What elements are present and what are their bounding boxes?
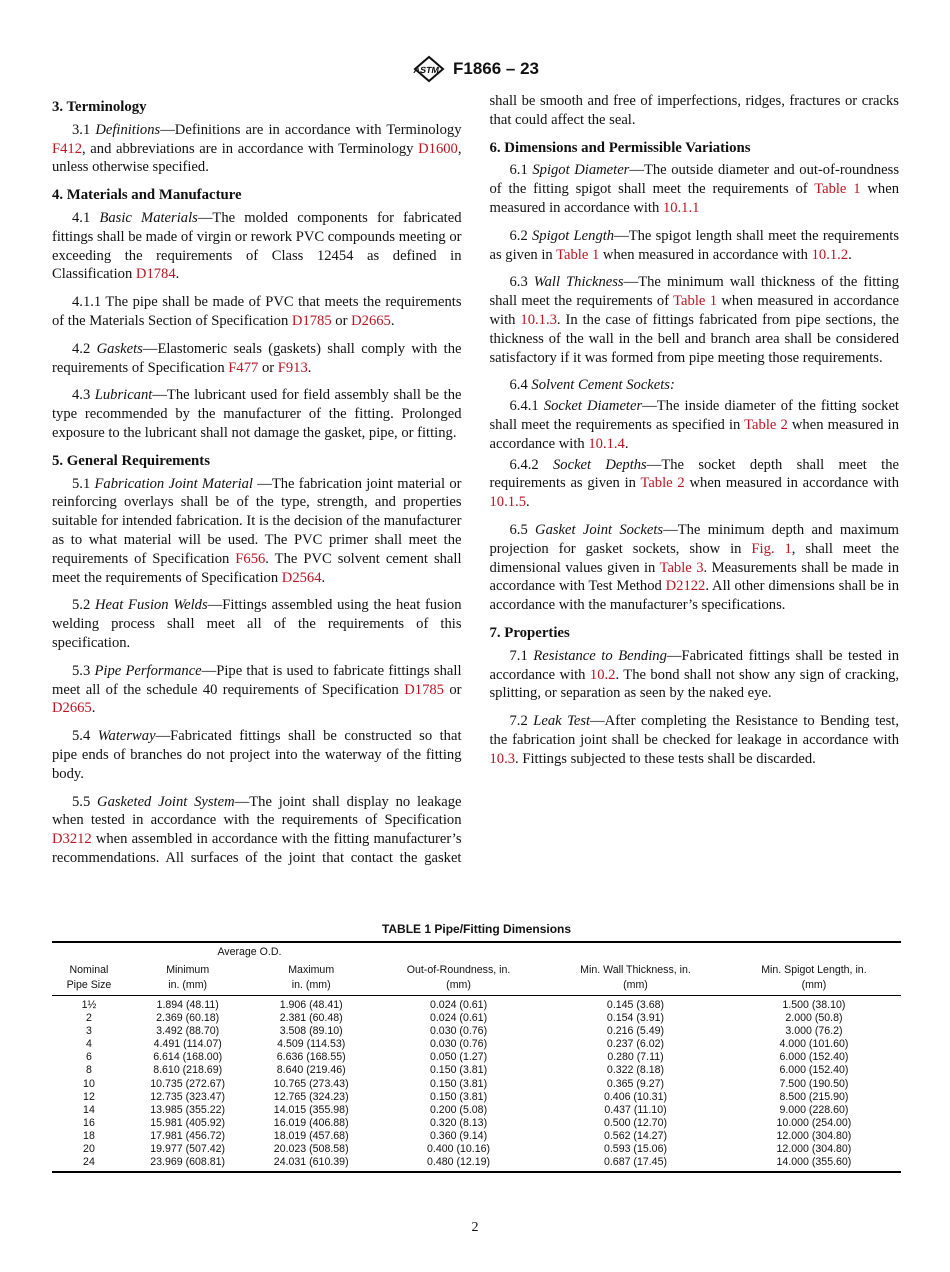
table-cell: 6.000 (152.40) xyxy=(779,1051,849,1064)
column-header-line: Out-of-Roundness, in. xyxy=(406,964,511,976)
empty-header xyxy=(52,942,126,963)
table-cell: 15.981 (405.92) xyxy=(150,1116,226,1129)
paragraph xyxy=(490,521,900,615)
paragraph-title: Spigot Diameter xyxy=(532,162,630,179)
paragraph-text: . Measurements shall be made in accordance with Test Method xyxy=(489,559,899,595)
paragraph-text: or xyxy=(443,681,462,698)
reference-link[interactable]: D2122 xyxy=(665,578,706,595)
reference-link[interactable]: F477 xyxy=(228,359,259,376)
table-cell: 10.000 (254.00) xyxy=(776,1116,852,1129)
table-caption: TABLE 1 Pipe/Fitting Dimensions xyxy=(381,922,572,936)
table-cell: 2.000 (50.8) xyxy=(785,1012,843,1025)
table-cell: 4.509 (114.53) xyxy=(277,1038,346,1051)
column-header-line: Pipe Size xyxy=(66,979,112,991)
paragraph-text: 7.1 xyxy=(509,647,534,664)
table-cell: 12.000 (304.80) xyxy=(776,1129,852,1142)
paragraph-text: . xyxy=(848,246,852,263)
table-cell: 0.024 (0.61) xyxy=(429,999,488,1011)
table-cell: 0.050 (1.27) xyxy=(429,1051,488,1064)
paragraph-title: Socket Depths xyxy=(553,456,647,473)
table-cell: 0.200 (5.08) xyxy=(429,1103,488,1116)
paragraph-text: 4.3 xyxy=(72,387,95,404)
paragraph-text: . Fittings subjected to these tests shall be discarded. xyxy=(515,750,816,767)
paragraph-text: 6.2 xyxy=(509,227,532,244)
column-header-line: Minimum xyxy=(166,964,210,976)
table-cell: 12.765 (324.23) xyxy=(273,1090,349,1103)
paragraph-text: . xyxy=(91,700,96,717)
table-cell: 24 xyxy=(83,1156,95,1169)
table-cell: 18 xyxy=(83,1129,95,1142)
table-row xyxy=(52,1091,901,1104)
paragraph-title: Solvent Cement Sockets: xyxy=(531,377,675,394)
paragraph-text: —Definitions are in accordance with Terminology xyxy=(160,121,462,138)
paragraph xyxy=(490,376,900,395)
table-row xyxy=(52,1051,901,1064)
paragraph-text: . xyxy=(390,312,395,329)
section-heading: 6. Dimensions and Permissible Variations xyxy=(489,139,751,156)
column-header-line: Min. Spigot Length, in. xyxy=(761,964,867,976)
paragraph xyxy=(490,227,900,265)
table-cell: 8 xyxy=(86,1064,92,1077)
table-row xyxy=(52,1117,901,1130)
table-cell: 0.562 (14.27) xyxy=(603,1129,667,1142)
paragraph-text: —Fittings assembled using the heat fusion welding process shall meet all of the requirements of this specification. xyxy=(52,597,462,651)
table-cell: 10 xyxy=(83,1077,95,1090)
paragraph-text: 7.2 xyxy=(509,713,534,730)
table-row xyxy=(52,1104,901,1117)
table-cell: 14 xyxy=(83,1103,95,1116)
paragraph-title: Pipe Performance xyxy=(94,662,202,679)
paragraph-text: 4.2 xyxy=(72,340,97,357)
paragraph-title: Waterway xyxy=(97,728,156,745)
paragraph-text: —The socket depth shall meet the requirements as given in xyxy=(489,456,899,492)
table-row xyxy=(52,1064,901,1077)
paragraph-title: Heat Fusion Welds xyxy=(94,597,208,614)
paragraph-title: Lubricant xyxy=(94,387,153,404)
paragraph xyxy=(490,456,900,512)
reference-link[interactable]: Table 1 xyxy=(673,293,718,310)
paragraph-title: Gasketed Joint System xyxy=(97,793,235,810)
paragraph-title: Socket Diameter xyxy=(543,398,643,415)
table-cell: 12 xyxy=(83,1090,95,1103)
table-cell: 3.508 (89.10) xyxy=(279,1025,343,1038)
paragraph xyxy=(490,397,900,453)
paragraph-text: 4.1 xyxy=(72,209,100,226)
reference-link[interactable]: 10.1.2 xyxy=(811,246,849,263)
paragraph-text: 6.4 xyxy=(509,377,532,394)
paragraph-text: when measured in accordance with xyxy=(489,416,899,452)
paragraph-text: —Pipe that is used to fabricate fittings shall meet all of the schedule 40 requirements of Specification xyxy=(52,662,462,698)
table-cell: 12.735 (323.47) xyxy=(150,1090,226,1103)
paragraph-text: when measured in accordance with xyxy=(684,475,900,492)
table-cell: 2.381 (60.48) xyxy=(279,1012,343,1025)
paragraph xyxy=(52,727,462,783)
paragraph xyxy=(52,596,462,652)
column-header xyxy=(52,963,126,996)
table-cell: 13.985 (355.22) xyxy=(150,1103,226,1116)
table-cell: 9.000 (228.60) xyxy=(779,1103,849,1116)
paragraph-text: —Fabricated fittings shall be constructed so that pipe ends of branches do not project into the waterway of the fitting body. xyxy=(52,728,462,782)
reference-link[interactable]: 10.1.5 xyxy=(489,494,526,511)
paragraph-text: when measured in accordance with xyxy=(489,293,899,328)
table-row xyxy=(52,1025,901,1038)
reference-link[interactable]: D2665 xyxy=(351,312,391,329)
paragraph-text: 6.4.2 xyxy=(509,456,553,473)
table-cell: 20.023 (508.58) xyxy=(273,1143,349,1156)
paragraph-text: 5.4 xyxy=(72,728,98,745)
section-heading: 4. Materials and Manufacture xyxy=(52,187,242,204)
reference-link[interactable]: D2665 xyxy=(52,700,92,717)
paragraph-text: or xyxy=(258,359,278,376)
table-row xyxy=(52,1012,901,1025)
reference-link[interactable]: Fig. 1 xyxy=(751,540,792,557)
reference-link[interactable]: 10.3 xyxy=(489,750,516,767)
paragraph-text: —The outside diameter and out-of-roundness of the fitting spigot shall meet the requirements of xyxy=(489,162,899,198)
table-cell: 12.000 (304.80) xyxy=(776,1143,852,1156)
table-row xyxy=(52,996,901,1013)
table-cell: 0.500 (12.70) xyxy=(603,1116,667,1129)
table-cell: 0.280 (7.11) xyxy=(607,1051,664,1064)
table-cell: 0.593 (15.06) xyxy=(603,1143,667,1156)
paragraph-text: . In the case of fittings fabricated from pipe sections, the thickness of the wall in the bell and branch area shall be considered satisfactory if it was formed from pipe meeting those requirements. xyxy=(489,311,900,366)
reference-link[interactable]: F412 xyxy=(52,140,83,157)
reference-link[interactable]: F913 xyxy=(277,359,308,376)
paragraph-text: when measured in accordance with xyxy=(489,181,899,216)
column-header xyxy=(544,963,727,996)
paragraph xyxy=(52,209,462,284)
paragraph-text: —The lubricant used for field assembly shall be the type recommended by the manufacturer of the fitting. Prolonged exposure to the lubricant shall not damage the gasket, pipe, or fitting. xyxy=(52,387,462,441)
table-cell: 20 xyxy=(83,1143,95,1156)
table-cell: 8.500 (215.90) xyxy=(779,1090,849,1103)
reference-link[interactable]: D1785 xyxy=(291,312,332,329)
reference-link[interactable]: D1600 xyxy=(418,140,458,157)
paragraph-text: . All other dimensions shall be in accordance with the manufacturer’s specifications. xyxy=(489,578,899,614)
paragraph xyxy=(490,647,900,703)
astm-logo-icon xyxy=(411,55,447,83)
paragraph-text: —The minimum depth and maximum projection for gasket sockets, show in xyxy=(489,521,900,557)
page-number: 2 xyxy=(471,1220,479,1235)
paragraph-text: 5.1 xyxy=(72,475,95,492)
column-header-line: in. (mm) xyxy=(291,979,331,991)
column-header xyxy=(249,963,373,996)
column-header-line: Min. Wall Thickness, in. xyxy=(580,964,691,976)
reference-link[interactable]: D3212 xyxy=(52,831,92,848)
svg-text:ASTM: ASTM xyxy=(412,65,440,75)
reference-link[interactable]: 10.2 xyxy=(589,666,616,683)
table-cell: 19.977 (507.42) xyxy=(150,1143,226,1156)
paragraph-text: when measured in accordance with xyxy=(599,246,812,263)
table-cell: 24.031 (610.39) xyxy=(273,1156,349,1169)
reference-link[interactable]: D1784 xyxy=(135,266,176,283)
table-cell: 1.894 (48.11) xyxy=(156,999,219,1011)
reference-link[interactable]: Table 2 xyxy=(744,416,788,433)
paragraph-text: —The spigot length shall meet the requirements as given in xyxy=(489,227,900,263)
paragraph-text: —Fabricated fittings shall be tested in accordance with xyxy=(489,647,899,683)
column-header-line: (mm) xyxy=(623,979,648,991)
table-cell: 0.320 (8.13) xyxy=(429,1116,488,1129)
reference-link[interactable]: 10.1.4 xyxy=(588,435,625,452)
table-cell: 0.024 (0.61) xyxy=(429,1012,488,1025)
table-cell: 10.735 (272.67) xyxy=(150,1077,226,1090)
table-cell: 1½ xyxy=(81,999,97,1011)
paragraph xyxy=(52,293,462,331)
column-header-line: (mm) xyxy=(801,979,827,991)
reference-link[interactable]: Table 1 xyxy=(556,246,600,263)
paragraph-text: . The PVC solvent cement shall meet the requirements of Specification xyxy=(52,550,462,586)
table-cell: 6.636 (168.55) xyxy=(276,1051,346,1064)
table-cell: 2.369 (60.18) xyxy=(156,1012,220,1025)
reference-link[interactable]: Table 3 xyxy=(659,559,704,576)
document-body xyxy=(52,92,899,897)
section-heading: 3. Terminology xyxy=(52,99,147,115)
group-header-average-od: Average O.D. xyxy=(217,946,282,958)
paragraph-title: Fabrication Joint Material xyxy=(94,475,258,492)
paragraph-text: , and abbreviations are in accordance with Terminology xyxy=(82,140,419,157)
pipe-fitting-dimensions-table xyxy=(52,941,901,1173)
table-cell: 3.000 (76.2) xyxy=(785,1025,843,1038)
table-cell: 4.491 (114.07) xyxy=(153,1038,222,1051)
reference-link[interactable]: Table 1 xyxy=(814,181,861,198)
paragraph-text: 6.4.1 xyxy=(509,398,544,415)
table-cell: 0.687 (17.45) xyxy=(603,1156,667,1169)
paragraph-text: —The minimum wall thickness of the fitting shall meet the requirements of xyxy=(489,274,900,310)
table-cell: 0.150 (3.81) xyxy=(429,1090,488,1103)
table-cell: 3.492 (88.70) xyxy=(156,1025,220,1038)
section-heading: 5. General Requirements xyxy=(52,452,210,469)
paragraph-text: 6.1 xyxy=(509,162,533,179)
table-row xyxy=(52,1130,901,1143)
table-cell: 14.000 (355.60) xyxy=(776,1156,852,1169)
paragraph-text: —The inside diameter of the fitting socket shall meet the requirements as specified in xyxy=(489,398,899,433)
paragraph-text: 5.5 xyxy=(72,793,98,810)
table-cell: 0.406 (10.31) xyxy=(603,1090,667,1103)
column-header-line: in. (mm) xyxy=(168,979,208,991)
paragraph xyxy=(490,712,900,768)
table-cell: 0.030 (0.76) xyxy=(429,1038,488,1051)
column-header xyxy=(727,963,901,996)
table-cell: 0.400 (10.16) xyxy=(427,1143,491,1156)
table-cell: 0.237 (6.02) xyxy=(606,1038,665,1051)
reference-link[interactable]: F656 xyxy=(235,550,266,567)
table-cell: 16.019 (406.88) xyxy=(273,1116,349,1129)
paragraph-text: when assembled in accordance with the fitting manufacturer’s recommendations. All surfaces of the joint that contact the gasket shall be smooth and free of imperfections, ridges, fractures or cracks that could affect the seal. xyxy=(52,93,899,866)
paragraph-text: 6.5 xyxy=(509,521,536,538)
empty-header xyxy=(373,942,901,963)
paragraph-text: , unless otherwise specified. xyxy=(52,140,462,176)
table-cell: 0.145 (3.68) xyxy=(606,999,665,1011)
paragraph-text: —The joint shall display no leakage when tested in accordance with the requirements of Specification xyxy=(52,793,462,829)
paragraph-text: 5.3 xyxy=(72,662,95,679)
paragraph-title: Resistance to Bending xyxy=(533,647,667,664)
table-cell: 16 xyxy=(83,1116,95,1129)
paragraph xyxy=(52,662,462,718)
table-cell: 6.000 (152.40) xyxy=(779,1064,849,1077)
page-header xyxy=(0,55,950,83)
table-cell: 23.969 (608.81) xyxy=(150,1156,226,1169)
reference-link[interactable]: 10.1.3 xyxy=(520,311,557,328)
paragraph-text: —The fabrication joint material or reinforcing overlays shall be of the type, strength, and properties suitable for intended fabrication. It is the decision of the manufacturer as to what material will be used. The PVC primer shall meet the requirements of Specification xyxy=(52,475,462,567)
table-cell: 0.480 (12.19) xyxy=(427,1156,491,1169)
table-cell: 7.500 (190.50) xyxy=(779,1077,849,1090)
column-header-line: Nominal xyxy=(69,964,109,976)
reference-link[interactable]: D1785 xyxy=(404,681,444,698)
paragraph-text: . The bond shall not show any sign of cracking, splitting, or separation as seen by the naked eye. xyxy=(489,666,900,702)
table-cell: 4 xyxy=(86,1038,92,1051)
paragraph-title: Spigot Length xyxy=(532,227,615,244)
paragraph-text: —Elastomeric seals (gaskets) shall comply with the requirements of Specification xyxy=(52,340,462,376)
paragraph-text: 4.1.1 The pipe shall be made of PVC that meets the requirements of the Materials Section of Specification xyxy=(52,294,462,329)
table-cell: 0.150 (3.81) xyxy=(429,1077,488,1090)
paragraph xyxy=(52,340,462,378)
table-cell: 6.614 (168.00) xyxy=(153,1051,223,1064)
column-header-line: Maximum xyxy=(288,964,335,976)
table-cell: 18.019 (457.68) xyxy=(273,1129,349,1142)
table-cell: 4.000 (101.60) xyxy=(779,1038,849,1051)
paragraph-text: 5.2 xyxy=(72,597,95,614)
paragraph-text: . xyxy=(321,569,326,586)
table-cell: 0.216 (5.49) xyxy=(606,1025,665,1038)
paragraph-text: . xyxy=(307,359,312,376)
paragraph-title: Gaskets xyxy=(96,340,143,357)
table-cell: 0.322 (8.18) xyxy=(606,1064,665,1077)
table-cell: 0.150 (3.81) xyxy=(429,1064,488,1077)
paragraph-text: . xyxy=(175,266,180,283)
reference-link[interactable]: Table 2 xyxy=(640,475,685,492)
table-cell: 10.765 (273.43) xyxy=(273,1077,349,1090)
table-cell: 14.015 (355.98) xyxy=(273,1103,349,1116)
paragraph-text: —After completing the Resistance to Bending test, the fabrication joint shall be checked for leakage in accordance with xyxy=(489,713,899,748)
table-cell: 8.640 (219.46) xyxy=(276,1064,346,1077)
section-heading: 7. Properties xyxy=(489,624,570,641)
paragraph-title: Definitions xyxy=(95,121,161,138)
paragraph xyxy=(490,273,900,367)
reference-link[interactable]: 10.1.1 xyxy=(662,199,700,216)
paragraph-text: 6.3 xyxy=(509,274,534,291)
table-row xyxy=(52,1143,901,1156)
table-cell: 0.365 (9.27) xyxy=(606,1077,665,1090)
paragraph-text: —The molded components for fabricated fittings shall be made of virgin or rework PVC compounds meeting or exceeding the requirements of Class 12454 as defined in Classification xyxy=(52,209,462,283)
paragraph-title: Gasket Joint Sockets xyxy=(535,521,664,538)
paragraph-text: , shall meet the dimensional values given in xyxy=(489,540,899,576)
table-cell: 0.030 (0.76) xyxy=(429,1025,488,1038)
paragraph xyxy=(52,386,462,442)
paragraph-text: or xyxy=(331,312,352,329)
paragraph-title: Wall Thickness xyxy=(533,274,624,291)
reference-link[interactable]: D2564 xyxy=(281,569,322,586)
table-cell: 0.360 (9.14) xyxy=(429,1129,488,1142)
table-cell: 1.500 (38.10) xyxy=(782,999,846,1011)
table-row xyxy=(52,1078,901,1091)
table-cell: 1.906 (48.41) xyxy=(279,999,343,1011)
paragraph xyxy=(490,161,900,217)
column-header xyxy=(126,963,250,996)
table-cell: 6 xyxy=(86,1051,92,1064)
table-1 xyxy=(52,922,901,1173)
table-cell: 3 xyxy=(86,1025,92,1038)
column-header-line: (mm) xyxy=(446,979,471,991)
column-header xyxy=(373,963,544,996)
paragraph xyxy=(52,121,462,177)
paragraph xyxy=(52,475,462,588)
paragraph-text: . xyxy=(525,494,530,511)
paragraph-title: Basic Materials xyxy=(99,209,198,226)
table-cell: 17.981 (456.72) xyxy=(150,1129,226,1142)
table-row xyxy=(52,1038,901,1051)
paragraph-title: Leak Test xyxy=(533,713,591,730)
table-cell: 8.610 (218.69) xyxy=(153,1064,223,1077)
table-cell: 0.437 (11.10) xyxy=(604,1103,667,1116)
document-id: F1866 – 23 xyxy=(452,59,539,78)
paragraph-text: . xyxy=(624,435,629,452)
table-row xyxy=(52,1156,901,1172)
table-cell: 2 xyxy=(86,1012,92,1025)
table-cell: 0.154 (3.91) xyxy=(606,1012,665,1025)
paragraph-text: 3.1 xyxy=(72,121,96,138)
